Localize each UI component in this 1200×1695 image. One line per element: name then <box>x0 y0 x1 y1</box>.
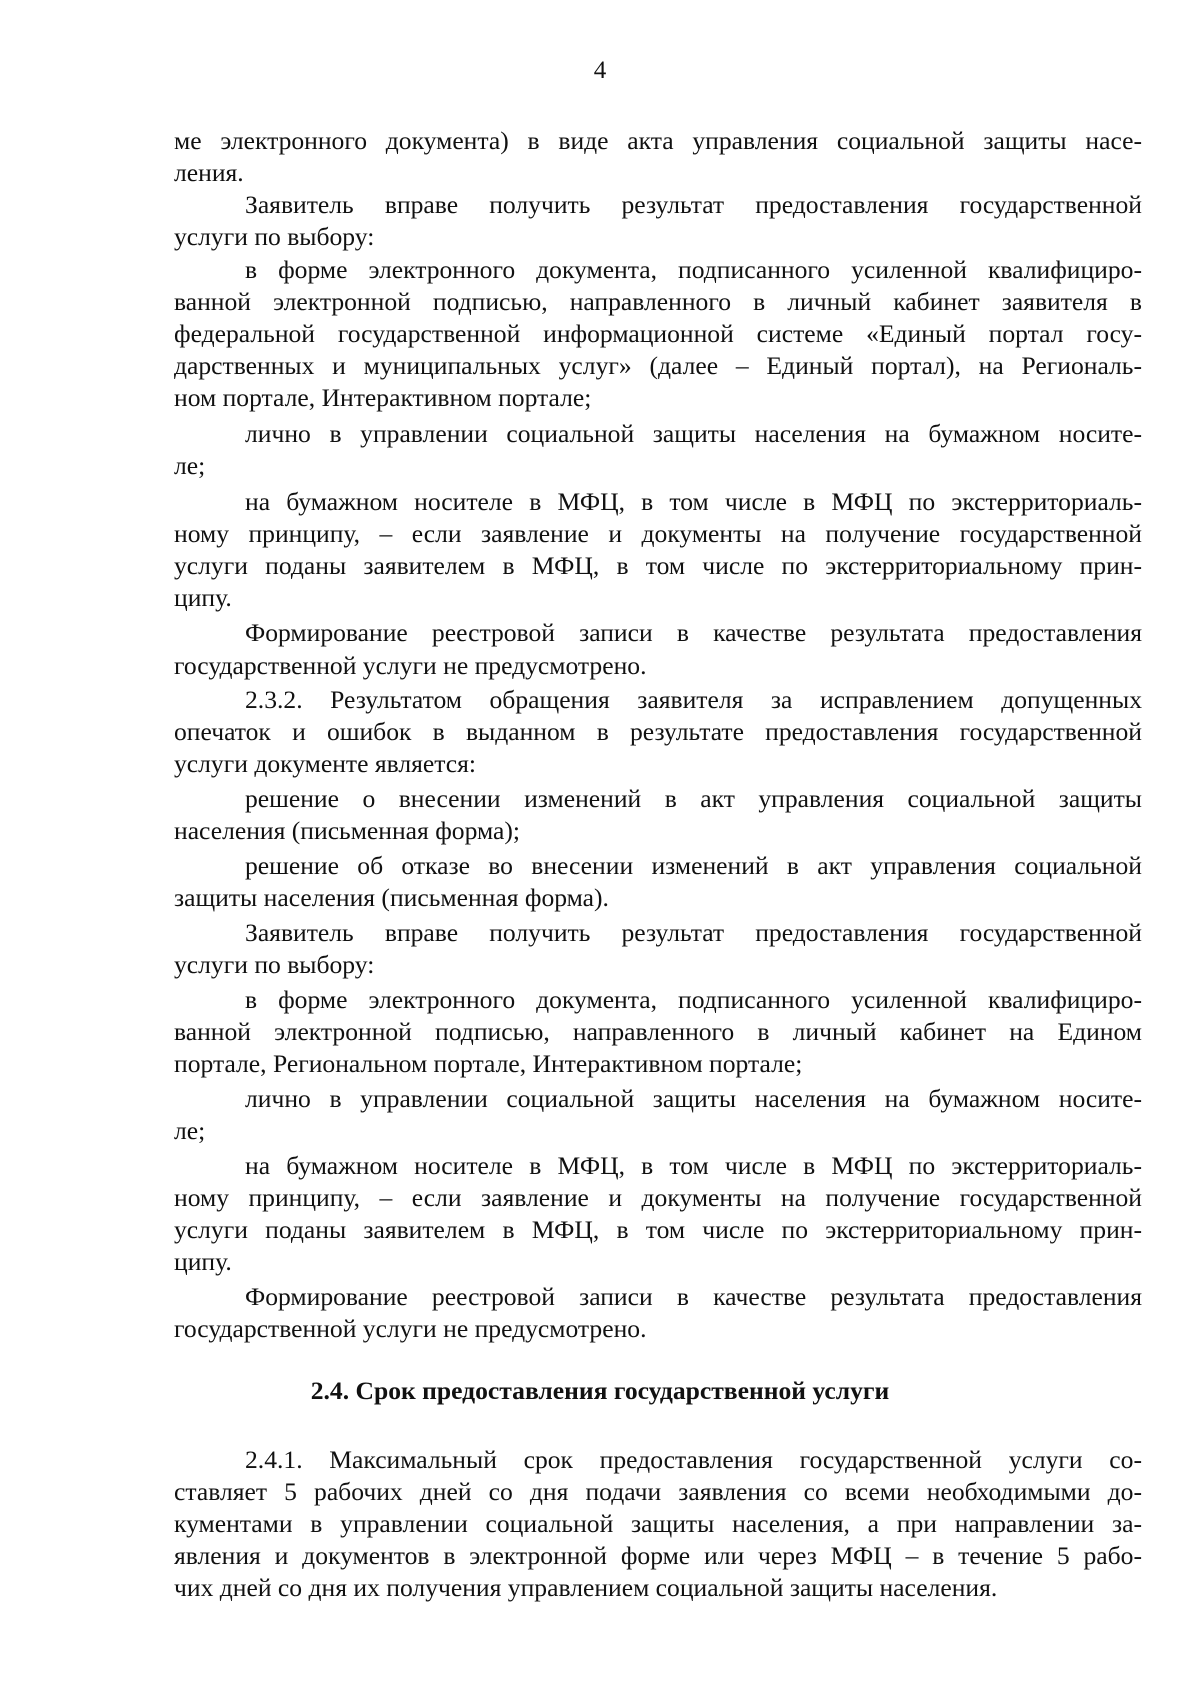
text-line: 2.4.1. Максимальный срок предоставления государственной услуги со- <box>245 1445 1142 1474</box>
text-line: опечаток и ошибок в выданном в результате предоставления государственной <box>174 717 1142 746</box>
text-line: ципу. <box>174 583 232 612</box>
text-line: государственной услуги не предусмотрено. <box>174 651 647 680</box>
text-line: ванной электронной подписью, направленного в личный кабинет на Едином <box>174 1017 1142 1046</box>
text-line: на бумажном носителе в МФЦ, в том числе в МФЦ по экстерриториаль- <box>245 1151 1142 1180</box>
text-line: ному принципу, – если заявление и документы на получение государственной <box>174 519 1142 548</box>
text-line: в форме электронного документа, подписанного усиленной квалифициро- <box>245 985 1142 1014</box>
text-line: чих дней со дня их получения управлением социальной защиты населения. <box>174 1573 998 1602</box>
text-line: Заявитель вправе получить результат предоставления государственной <box>245 190 1142 219</box>
text-line: услуги по выбору: <box>174 950 375 979</box>
text-line: федеральной государственной информационной системе «Единый портал госу- <box>174 319 1142 348</box>
text-line: услуги поданы заявителем в МФЦ, в том числе по экстерриториальному прин- <box>174 1215 1142 1244</box>
text-line: решение об отказе во внесении изменений в акт управления социальной <box>245 851 1142 880</box>
text-line: услуги документе является: <box>174 749 477 778</box>
text-line: ципу. <box>174 1247 232 1276</box>
text-line: Заявитель вправе получить результат предоставления государственной <box>245 918 1142 947</box>
text-line: 2.3.2. Результатом обращения заявителя за исправлением допущенных <box>245 685 1142 714</box>
text-line: Формирование реестровой записи в качестве результата предоставления <box>245 1282 1142 1311</box>
text-line: ле; <box>174 1116 206 1145</box>
text-line: защиты населения (письменная форма). <box>174 883 609 912</box>
text-line: кументами в управлении социальной защиты населения, а при направлении за- <box>174 1509 1142 1538</box>
text-line: лично в управлении социальной защиты населения на бумажном носите- <box>245 419 1142 448</box>
text-line: Формирование реестровой записи в качестве результата предоставления <box>245 618 1142 647</box>
text-line: ставляет 5 рабочих дней со дня подачи заявления со всеми необходимыми до- <box>174 1477 1142 1506</box>
text-line: ванной электронной подписью, направленного в личный кабинет заявителя в <box>174 287 1142 316</box>
text-line: в форме электронного документа, подписанного усиленной квалифициро- <box>245 255 1142 284</box>
text-line: ном портале, Интерактивном портале; <box>174 383 592 412</box>
text-line: решение о внесении изменений в акт управления социальной защиты <box>245 784 1142 813</box>
text-line: услуги поданы заявителем в МФЦ, в том числе по экстерриториальному прин- <box>174 551 1142 580</box>
text-line: на бумажном носителе в МФЦ, в том числе в МФЦ по экстерриториаль- <box>245 487 1142 516</box>
text-line: ме электронного документа) в виде акта управления социальной защиты насе- <box>174 126 1142 155</box>
page-number: 4 <box>593 57 607 84</box>
text-line: портале, Региональном портале, Интерактивном портале; <box>174 1049 803 1078</box>
text-line: государственной услуги не предусмотрено. <box>174 1314 647 1343</box>
section-heading: 2.4. Срок предоставления государственной услуги <box>310 1376 890 1405</box>
text-line: ле; <box>174 451 206 480</box>
text-line: дарственных и муниципальных услуг» (далее – Единый портал), на Региональ- <box>174 351 1142 380</box>
text-line: населения (письменная форма); <box>174 816 521 845</box>
text-line: лично в управлении социальной защиты населения на бумажном носите- <box>245 1084 1142 1113</box>
text-line: ления. <box>174 158 244 187</box>
text-line: услуги по выбору: <box>174 222 375 251</box>
text-line: явления и документов в электронной форме или через МФЦ – в течение 5 рабо- <box>174 1541 1142 1570</box>
text-line: ному принципу, – если заявление и документы на получение государственной <box>174 1183 1142 1212</box>
